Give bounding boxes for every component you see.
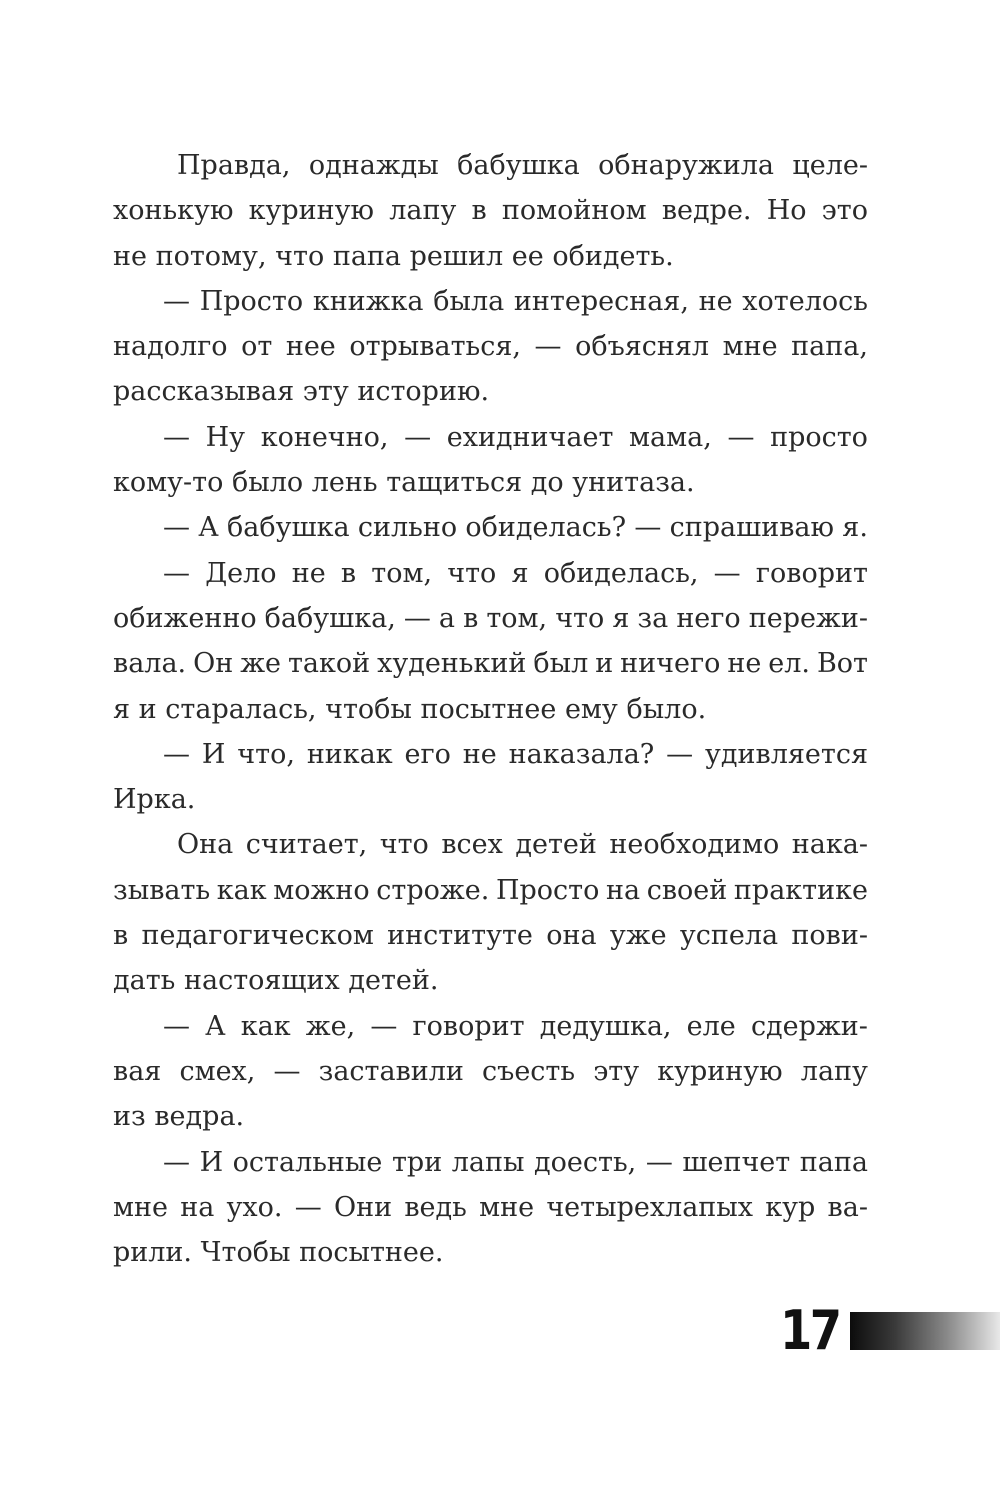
word: — [404, 421, 432, 453]
word: как [216, 874, 267, 906]
text-line [113, 822, 868, 867]
word: ухо. [226, 1191, 283, 1223]
page-footer [760, 1299, 1000, 1362]
word: том, [486, 602, 548, 634]
word: педагогическом [141, 920, 374, 952]
word: потому, [155, 240, 267, 272]
word: в [471, 195, 487, 227]
word: съесть [482, 1055, 576, 1087]
word: сильно [357, 512, 458, 544]
word: сдержи- [750, 1010, 868, 1042]
body-text [113, 143, 868, 1275]
word: историю. [357, 376, 490, 408]
word: дать [113, 965, 176, 997]
word: не [698, 285, 733, 317]
word: не [462, 738, 497, 770]
word: ел. [768, 648, 810, 680]
word: — [163, 1010, 190, 1042]
word: вая [113, 1055, 162, 1087]
word: тащиться [386, 467, 523, 499]
word: старалась, [165, 693, 317, 725]
word: можно [273, 874, 370, 906]
word: куриную [248, 195, 375, 227]
word: заставили [318, 1055, 464, 1087]
word: Дело [205, 557, 277, 589]
word: в [113, 920, 129, 952]
word: рассказывая [113, 376, 295, 408]
word: помойном [501, 195, 647, 227]
word: ведре. [661, 195, 752, 227]
word: детей. [348, 965, 439, 997]
word: считает, [245, 829, 368, 861]
page-number-gradient-bar [850, 1312, 1000, 1350]
word: Просто [495, 874, 600, 906]
word: как [240, 1010, 291, 1042]
word: А [205, 1010, 226, 1042]
word: шепчет [682, 1146, 791, 1178]
word: я [511, 557, 529, 589]
text-line [113, 958, 868, 1003]
word: — [163, 1146, 190, 1178]
word: в [340, 557, 357, 589]
word: не [727, 648, 762, 680]
text-line [113, 641, 868, 686]
word: посытнее [420, 693, 557, 725]
word: обиделась? [465, 512, 627, 544]
word: посытнее. [299, 1237, 444, 1269]
word: зывать [113, 874, 211, 906]
word: — [634, 512, 662, 544]
word: чтобы [325, 693, 412, 725]
word: говорит [412, 1010, 525, 1042]
word: эту [302, 376, 349, 408]
word: — [163, 738, 190, 770]
word: — [163, 557, 190, 589]
word: Он [193, 648, 234, 680]
word: я [612, 602, 630, 634]
word: успела [679, 920, 779, 952]
word: и [138, 693, 157, 725]
word: три [391, 1146, 443, 1178]
word: эту [593, 1055, 640, 1087]
word: наказала? [508, 738, 655, 770]
text-line [113, 1230, 868, 1275]
word: — [163, 512, 190, 544]
word: уже [609, 920, 667, 952]
word: конечно, [260, 421, 389, 453]
word: бабушка [227, 512, 350, 544]
word: него [676, 602, 741, 634]
word: куриную [657, 1055, 783, 1087]
word: унитаза. [572, 467, 695, 499]
word: — [534, 331, 562, 363]
word: остальные [232, 1146, 383, 1178]
word: нее [285, 331, 336, 363]
word: ведь [404, 1191, 467, 1223]
word: говорит [755, 557, 868, 589]
word: — [370, 1010, 398, 1042]
word: — [163, 421, 190, 453]
word: Просто [199, 285, 304, 317]
word: до [530, 467, 564, 499]
word: бабушка [457, 150, 580, 181]
word: И [199, 1146, 224, 1178]
text-line [113, 596, 868, 641]
text-line [113, 1004, 868, 1049]
text-line [113, 369, 868, 414]
word: мне [479, 1191, 535, 1223]
word: Чтобы [200, 1237, 291, 1269]
text-line [113, 188, 868, 233]
word: доесть, [534, 1146, 637, 1178]
word: лапу [800, 1055, 868, 1087]
word: четырехлапых [546, 1191, 754, 1223]
word: Она [177, 829, 234, 861]
word: худенький [377, 648, 527, 680]
text-line [113, 143, 868, 188]
word: удивляется [705, 738, 868, 770]
word: Ну [205, 421, 246, 453]
text-line [113, 1049, 868, 1094]
word: хонькую [113, 195, 234, 227]
word: было [231, 467, 304, 499]
word: не [291, 557, 326, 589]
word: ничего [620, 648, 721, 680]
word: никак [306, 738, 393, 770]
word: лапы [451, 1146, 525, 1178]
word: строже. [376, 874, 490, 906]
word: это [821, 195, 868, 227]
word: книжка [312, 285, 424, 317]
word: что [275, 240, 325, 272]
word: была [433, 285, 505, 317]
word: ва- [827, 1191, 868, 1223]
word: целе- [792, 150, 868, 181]
word: — [727, 421, 755, 453]
text-line [113, 551, 868, 596]
text-line [113, 777, 868, 822]
word: мне [722, 331, 778, 363]
word: — [294, 1191, 322, 1223]
text-line [113, 1185, 868, 1230]
word: Вот [816, 648, 868, 680]
word: что [379, 829, 429, 861]
word: пови- [791, 920, 868, 952]
word: что [555, 602, 605, 634]
word: его [404, 738, 451, 770]
word: Ирка. [113, 784, 196, 816]
word: что [447, 557, 497, 589]
word: кому-то [113, 467, 224, 499]
word: на [180, 1191, 215, 1223]
word: практике [733, 874, 868, 906]
word: — [163, 285, 190, 317]
text-line [113, 460, 868, 505]
word: папа, [791, 331, 868, 363]
word: нака- [791, 829, 868, 861]
word: надолго [113, 331, 228, 363]
text-line [113, 913, 868, 958]
word: дедушка, [539, 1010, 672, 1042]
word: своей [646, 874, 728, 906]
word: обнаружила [598, 150, 774, 181]
word: же [240, 648, 282, 680]
word: однажды [308, 150, 439, 181]
word: за [637, 602, 669, 634]
word: мне [113, 1191, 168, 1223]
page-number: 17 [780, 1299, 840, 1362]
text-line [113, 415, 868, 460]
word: необходимо [609, 829, 780, 861]
word: интересная, [513, 285, 689, 317]
word: настоящих [183, 965, 340, 997]
word: на [605, 874, 641, 906]
word: в [463, 602, 479, 634]
word: бабушка, [264, 602, 396, 634]
word: решил [409, 240, 504, 272]
word: ему [564, 693, 618, 725]
word: Они [333, 1191, 393, 1223]
word: папа [332, 240, 402, 272]
word: не [113, 240, 147, 272]
word: всех [441, 829, 503, 861]
word: ее [511, 240, 544, 272]
word: папа [799, 1146, 868, 1178]
word: обиженно [113, 602, 257, 634]
word: мама, [629, 421, 712, 453]
word: рили. [113, 1237, 193, 1269]
word: лапу [389, 195, 457, 227]
word: такой [287, 648, 371, 680]
word: — [713, 557, 741, 589]
word: Но [766, 195, 807, 227]
word: ехидничает [446, 421, 614, 453]
text-line [113, 868, 868, 913]
word: она [546, 920, 597, 952]
word: — [403, 602, 431, 634]
word: институте [387, 920, 533, 952]
word: еле [686, 1010, 736, 1042]
word: а [438, 602, 456, 634]
word: был [533, 648, 589, 680]
text-line [113, 732, 868, 777]
word: я [113, 693, 131, 725]
word: было. [626, 693, 707, 725]
text-line [113, 1094, 868, 1139]
text-line [113, 324, 868, 369]
text-line [113, 279, 868, 324]
text-line [113, 687, 868, 732]
word: детей [515, 829, 597, 861]
word: я. [842, 512, 868, 544]
word: хотелось [742, 285, 868, 317]
word: ведра. [154, 1101, 245, 1133]
word: спрашиваю [669, 512, 835, 544]
word: И [201, 738, 226, 770]
word: что, [237, 738, 295, 770]
text-line [113, 234, 868, 279]
word: из [113, 1101, 146, 1133]
word: обиделась, [543, 557, 699, 589]
word: обидеть. [552, 240, 674, 272]
word: от [241, 331, 273, 363]
word: — [666, 738, 694, 770]
word: пережи- [748, 602, 868, 634]
word: лень [311, 467, 378, 499]
text-line [113, 505, 868, 550]
word: — [273, 1055, 301, 1087]
word: просто [770, 421, 868, 453]
word: смех, [179, 1055, 256, 1087]
word: вала. [113, 648, 187, 680]
word: кур [765, 1191, 816, 1223]
word: Правда, [177, 150, 291, 181]
word: и [595, 648, 614, 680]
word: отрываться, [349, 331, 521, 363]
word: объяснял [575, 331, 710, 363]
word: — [645, 1146, 673, 1178]
word: А [198, 512, 219, 544]
word: том, [371, 557, 433, 589]
text-line [113, 1140, 868, 1185]
word: же, [305, 1010, 356, 1042]
